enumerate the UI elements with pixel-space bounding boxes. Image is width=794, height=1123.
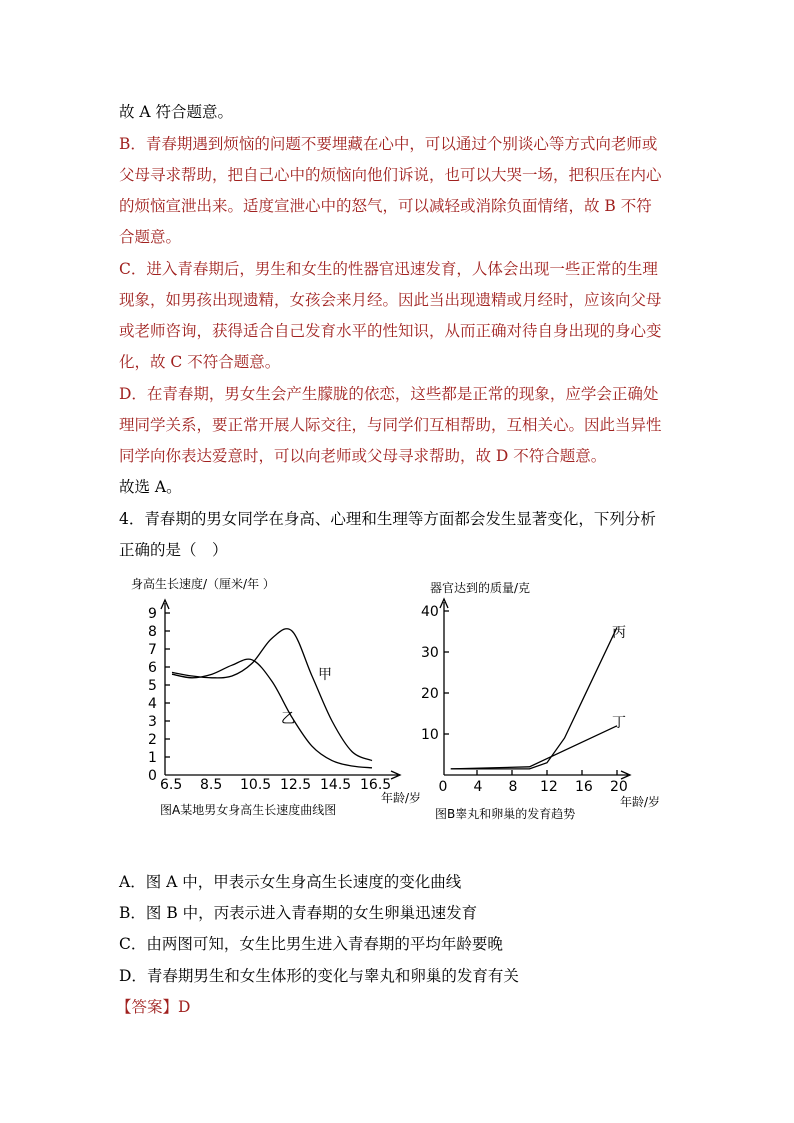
chart-a-series-line (172, 659, 372, 768)
chart-a-ytick-label: 9 (148, 606, 157, 622)
text-line: 父母寻求帮助，把自己心中的烦恼向他们诉说，也可以大哭一场，把积压在内心 (119, 166, 662, 184)
chart-b-xtick-label: 16 (575, 779, 593, 795)
answer-line (116, 997, 190, 1017)
chart-a-series-label: 乙 (281, 711, 295, 727)
text-line: 或老师咨询，获得适合自己发育水平的性知识，从而正确对待自身出现的身心变 (119, 322, 662, 340)
chart-b-series-label: 丁 (612, 715, 626, 731)
chart-a-ylabel: 身高生长速度/（厘米/年 ） (131, 577, 275, 591)
chart-a-xtick-label: 14.5 (320, 777, 352, 793)
chart-a-xtick-label: 8.5 (200, 777, 223, 793)
chart-b-series-label: 丙 (612, 625, 626, 641)
chart-a-series-line (172, 629, 372, 761)
chart-b-xtick-label: 20 (610, 779, 628, 795)
text-line: 现象，如男孩出现遗精，女孩会来月经。因此当出现遗精或月经时，应该向父母 (119, 291, 662, 309)
option-b: B．图 B 中，丙表示进入青春期的女生卵巢迅速发育 (119, 904, 478, 922)
chart-b-ytick-label: 20 (421, 686, 439, 702)
chart-a-ytick-label: 4 (148, 696, 157, 712)
chart-b-ytick-label: 10 (421, 727, 439, 743)
question-text: 正确的是（ ） (119, 541, 228, 559)
option-a: A．图 A 中，甲表示女生身高生长速度的变化曲线 (119, 873, 462, 891)
chart-a-ytick-label: 7 (148, 642, 157, 658)
chart-a-y-axis (161, 600, 169, 775)
chart-a-ytick-label: 2 (148, 732, 157, 748)
text-line: C．进入青春期后，男生和女生的性器官迅速发育，人体会出现一些正常的生理 (119, 260, 658, 278)
chart-a-ytick-label: 6 (148, 660, 157, 676)
question-text: 4．青春期的男女同学在身高、心理和生理等方面都会发生显著变化，下列分析 (119, 510, 656, 528)
text-line: B．青春期遇到烦恼的问题不要埋藏在心中，可以通过个别谈心等方式向老师或 (119, 135, 658, 153)
chart-b-xtick-label: 8 (508, 779, 518, 795)
chart-a-ytick-label: 8 (148, 624, 157, 640)
chart-b-series-line (451, 627, 617, 769)
chart-b-title: 图B睾丸和卵巢的发育趋势 (435, 807, 576, 821)
text-line: 的烦恼宣泄出来。适度宣泄心中的怒气，可以减轻或消除负面情绪，故 B 不符 (119, 197, 652, 215)
text-line: 同学向你表达爱意时，可以向老师或父母寻求帮助，故 D 不符合题意。 (119, 447, 607, 465)
text-line: 故选 A。 (119, 478, 182, 496)
text-line: 化，故 C 不符合题意。 (119, 353, 281, 371)
chart-a-ytick-label: 5 (148, 678, 157, 694)
chart-a-xtick-label: 10.5 (240, 777, 272, 793)
chart-b-ytick-label: 40 (421, 604, 439, 620)
chart-a-series-label: 甲 (318, 667, 332, 683)
chart-b-ylabel: 器官达到的质量/克 (430, 581, 531, 595)
chart-b-y-axis (440, 599, 448, 775)
chart-a-xtick-label: 16.5 (360, 777, 392, 793)
option-c: C．由两图可知，女生比男生进入青春期的平均年龄要晚 (119, 935, 503, 953)
text-line: 合题意。 (119, 228, 182, 246)
text-line: 理同学关系，要正常开展人际交往，与同学们互相帮助，互相关心。因此当异性 (119, 416, 662, 434)
chart-a-xtick-label: 12.5 (280, 777, 312, 793)
chart-a-ytick-label: 0 (148, 768, 157, 784)
option-d: D．青春期男生和女生体形的变化与睾丸和卵巢的发育有关 (119, 967, 519, 985)
chart-b (421, 580, 660, 821)
chart-a-ytick-label: 3 (148, 714, 157, 730)
chart-b-x-axis (444, 771, 630, 779)
chart-b-ytick-label: 30 (421, 645, 439, 661)
chart-b-xtick-label: 0 (438, 779, 448, 795)
chart-a (131, 576, 421, 817)
answer-label: 【答案】 (116, 998, 179, 1016)
chart-b-xtick-label: 4 (473, 779, 483, 795)
text-line: 故 A 符合题意。 (119, 103, 234, 121)
chart-b-xtick-label: 12 (540, 779, 558, 795)
answer-value: D (178, 998, 191, 1016)
chart-a-title: 图A某地男女身高生长速度曲线图 (160, 803, 337, 817)
chart-b-xlabel: 年龄/岁 (620, 795, 661, 809)
chart-b-series-line (451, 726, 617, 769)
chart-a-xlabel: 年龄/岁 (381, 791, 422, 805)
chart-a-xtick-label: 6.5 (160, 777, 183, 793)
chart-a-ytick-label: 1 (148, 750, 157, 766)
text-line: D．在青春期，男女生会产生朦胧的依恋，这些都是正常的现象，应学会正确处 (119, 385, 659, 403)
